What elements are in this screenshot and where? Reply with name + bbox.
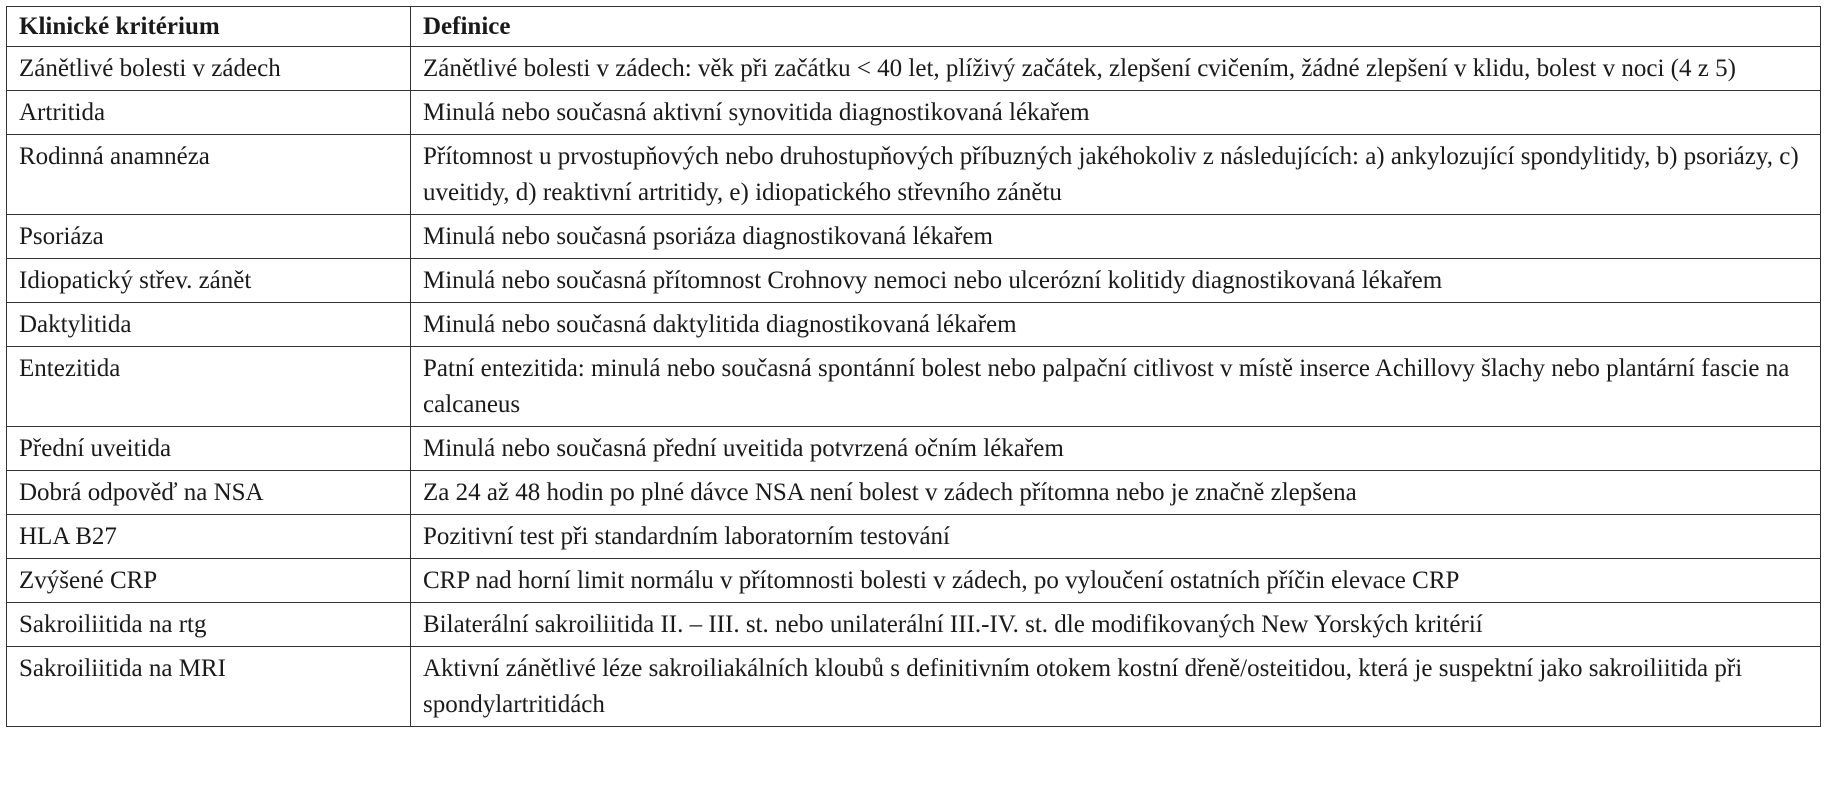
- criterion-cell: Dobrá odpověď na NSA: [7, 471, 411, 515]
- table-row: [7, 427, 1821, 471]
- table-row: [7, 347, 1821, 427]
- definition-cell: Minulá nebo současná psoriáza diagnostikovaná lékařem: [411, 215, 1821, 259]
- criterion-cell: Zvýšené CRP: [7, 559, 411, 603]
- table-row: [7, 91, 1821, 135]
- criterion-cell: Sakroiliitida na rtg: [7, 603, 411, 647]
- criterion-cell: Přední uveitida: [7, 427, 411, 471]
- definition-cell: Přítomnost u prvostupňových nebo druhostupňových příbuzných jakéhokoliv z následujících: a) ankylozující spondylitidy, b) psoriázy, c) uveitidy, d) reaktivní artritidy, e) idiopatického střevního zánětu: [411, 135, 1821, 215]
- definition-cell: Pozitivní test při standardním laboratorním testování: [411, 515, 1821, 559]
- definition-cell: Za 24 až 48 hodin po plné dávce NSA není bolest v zádech přítomna nebo je značně zlepšena: [411, 471, 1821, 515]
- table-row: [7, 259, 1821, 303]
- column-header-criterion: Klinické kritérium: [7, 7, 411, 47]
- criterion-cell: Sakroiliitida na MRI: [7, 647, 411, 727]
- definition-cell: Minulá nebo současná přítomnost Crohnovy nemoci nebo ulcerózní kolitidy diagnostikovaná lékařem: [411, 259, 1821, 303]
- definition-cell: Minulá nebo současná aktivní synovitida diagnostikovaná lékařem: [411, 91, 1821, 135]
- definition-cell: Aktivní zánětlivé léze sakroiliakálních kloubů s definitivním otokem kostní dřeně/osteitidou, která je suspektní jako sakroiliitida při spondylartritidách: [411, 647, 1821, 727]
- definition-cell: Patní entezitida: minulá nebo současná spontánní bolest nebo palpační citlivost v místě inserce Achillovy šlachy nebo plantární fascie na calcaneus: [411, 347, 1821, 427]
- definition-cell: Zánětlivé bolesti v zádech: věk při začátku < 40 let, plíživý začátek, zlepšení cvičením, žádné zlepšení v klidu, bolest v noci (4 z 5): [411, 47, 1821, 91]
- table-row: [7, 47, 1821, 91]
- criterion-cell: Zánětlivé bolesti v zádech: [7, 47, 411, 91]
- table-row: [7, 135, 1821, 215]
- table-row: [7, 471, 1821, 515]
- criterion-cell: HLA B27: [7, 515, 411, 559]
- table-row: [7, 215, 1821, 259]
- criterion-cell: Rodinná anamnéza: [7, 135, 411, 215]
- criterion-cell: Entezitida: [7, 347, 411, 427]
- table-row: [7, 559, 1821, 603]
- definition-cell: Bilaterální sakroiliitida II. – III. st. nebo unilaterální III.-IV. st. dle modifikovaných New Yorských kritérií: [411, 603, 1821, 647]
- criteria-table-container: [6, 6, 1820, 727]
- definition-cell: CRP nad horní limit normálu v přítomnosti bolesti v zádech, po vyloučení ostatních příčin elevace CRP: [411, 559, 1821, 603]
- criterion-cell: Daktylitida: [7, 303, 411, 347]
- definition-cell: Minulá nebo současná daktylitida diagnostikovaná lékařem: [411, 303, 1821, 347]
- criterion-cell: Artritida: [7, 91, 411, 135]
- definition-cell: Minulá nebo současná přední uveitida potvrzená očním lékařem: [411, 427, 1821, 471]
- table-row: [7, 303, 1821, 347]
- table-row: [7, 515, 1821, 559]
- criterion-cell: Idiopatický střev. zánět: [7, 259, 411, 303]
- criteria-table: [6, 6, 1821, 727]
- column-header-definition: Definice: [411, 7, 1821, 47]
- table-header-row: [7, 7, 1821, 47]
- table-row: [7, 603, 1821, 647]
- criterion-cell: Psoriáza: [7, 215, 411, 259]
- table-row: [7, 647, 1821, 727]
